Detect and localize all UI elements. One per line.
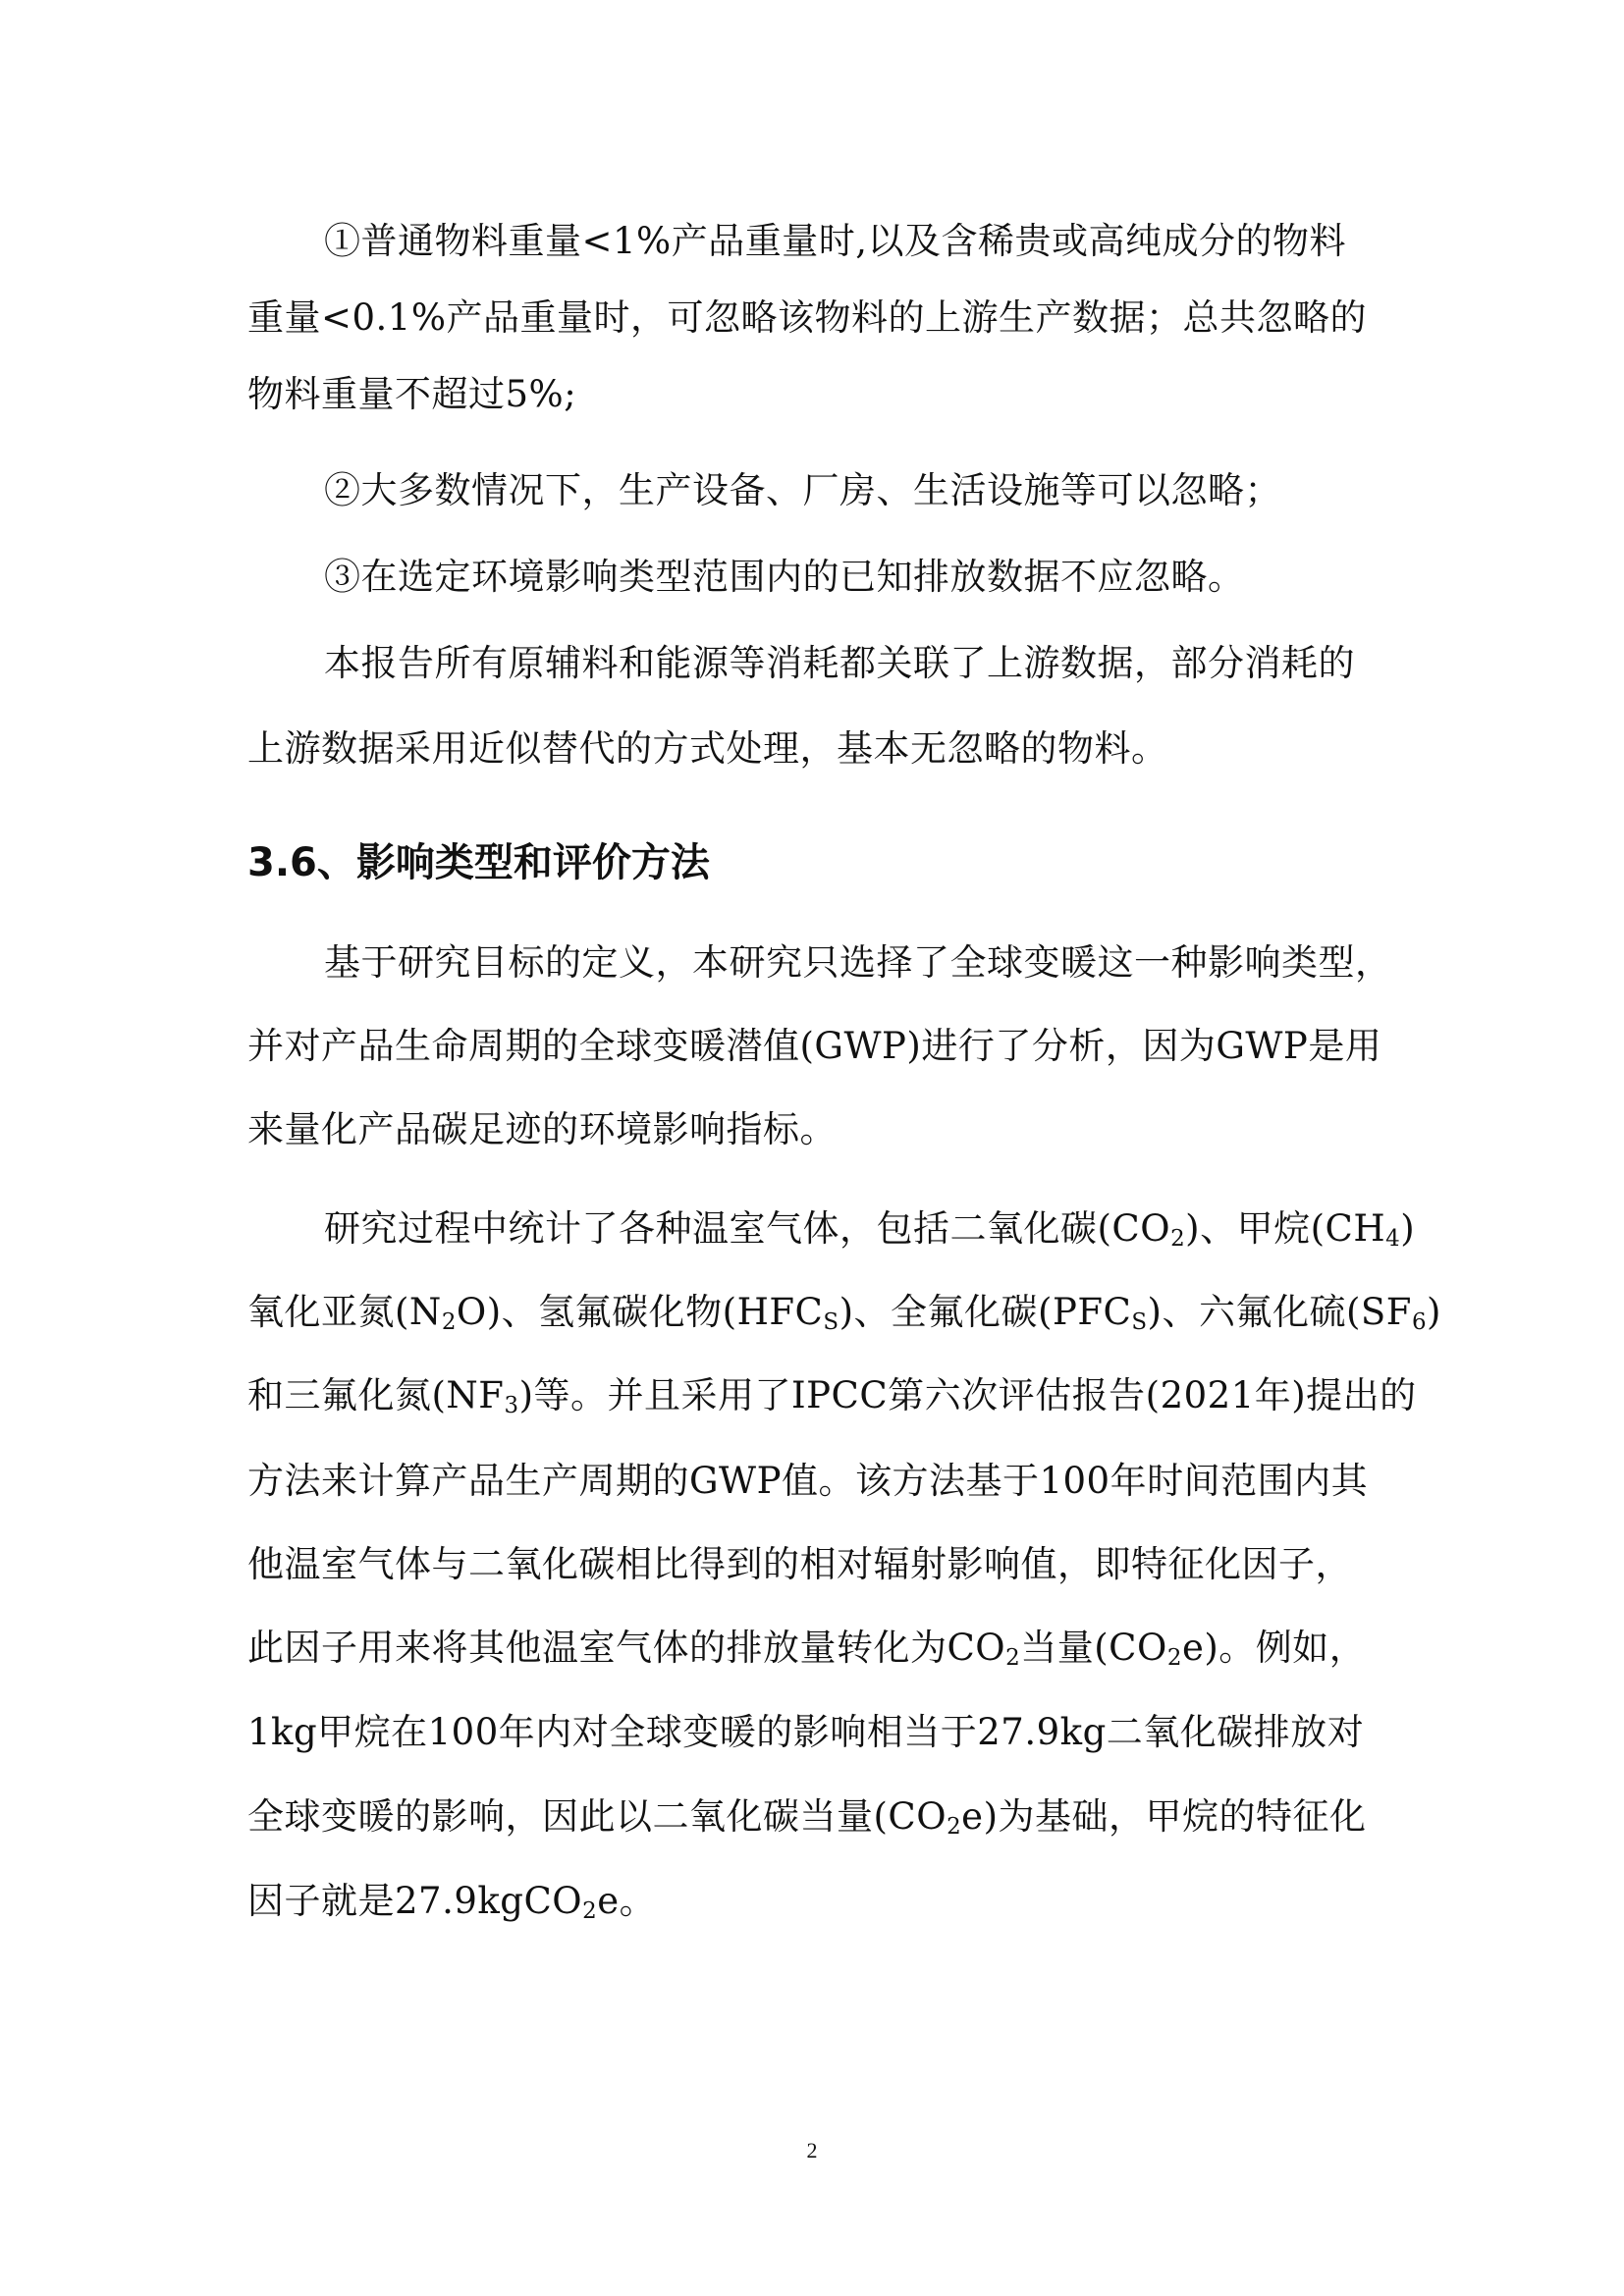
summary-line-1: 本报告所有原辅料和能源等消耗都关联了上游数据，部分消耗的: [324, 642, 1355, 684]
page-number: 2: [806, 2138, 818, 2163]
text-run: 研究过程中统计了各种温室气体，包括二氧化碳(CO: [324, 1207, 1171, 1250]
subscript: 3: [504, 1393, 519, 1419]
text-run: 此因子用来将其他温室气体的排放量转化为CO: [247, 1627, 1006, 1669]
summary-line-2: 上游数据采用近似替代的方式处理，基本无忽略的物料。: [247, 727, 1168, 770]
para2-line-8: [247, 1793, 1386, 1841]
para2-line-4: 方法来计算产品生产周期的GWP值。该方法基于100年时间范围内其: [247, 1460, 1369, 1502]
subscript: S: [823, 1309, 839, 1336]
criterion-1-line-3: 物料重量不超过5%;: [247, 373, 577, 415]
para1-line-1: 基于研究目标的定义，本研究只选择了全球变暖这一种影响类型，: [324, 941, 1392, 984]
text-run: )、六氟化硫(SF: [1147, 1291, 1412, 1333]
para2-line-1: [324, 1205, 1416, 1253]
text-run: e。: [597, 1880, 657, 1922]
subscript: 2: [1005, 1645, 1021, 1672]
text-run: 氧化亚氮(N: [247, 1291, 442, 1333]
subscript: 6: [1411, 1309, 1428, 1336]
subscript: 2: [582, 1898, 598, 1925]
text-run: ): [1427, 1291, 1441, 1333]
para2-line-9: [247, 1878, 1386, 1925]
text-run: O)、氢氟碳化物(HFC: [456, 1291, 824, 1333]
para2-line-5: 他温室气体与二氧化碳相比得到的相对辐射影响值，即特征化因子，: [247, 1543, 1352, 1585]
subscript: 2: [1166, 1645, 1182, 1672]
text-run: 当量(CO: [1020, 1627, 1167, 1669]
subscript: S: [1131, 1309, 1148, 1336]
text-run: )、甲烷(CH: [1185, 1207, 1386, 1250]
text-run: )、全氟化碳(PFC: [839, 1291, 1132, 1333]
para1-line-3: 来量化产品碳足迹的环境影响指标。: [247, 1108, 837, 1150]
para2-line-7: 1kg甲烷在100年内对全球变暖的影响相当于27.9kg二氧化碳排放对: [247, 1711, 1365, 1753]
criterion-3: ③在选定环境影响类型范围内的已知排放数据不应忽略。: [324, 556, 1245, 598]
subscript: 4: [1385, 1226, 1401, 1253]
subscript: 2: [1170, 1226, 1186, 1253]
para2-line-2: [247, 1289, 1441, 1336]
para1-line-2: 并对产品生命周期的全球变暖潜值(GWP)进行了分析，因为GWP是用: [247, 1025, 1382, 1067]
text-run: e)。例如，: [1181, 1627, 1367, 1669]
subscript: 2: [947, 1814, 962, 1841]
text-run: e)为基础，甲烷的特征化: [961, 1795, 1367, 1838]
criterion-2: ②大多数情况下，生产设备、厂房、生活设施等可以忽略；: [324, 469, 1281, 511]
para2-line-3: [247, 1372, 1417, 1419]
text-run: 因子就是27.9kgCO: [247, 1880, 583, 1922]
section-heading: 3.6、影响类型和评价方法: [247, 840, 710, 885]
text-run: 和三氟化氮(NF: [247, 1374, 505, 1416]
subscript: 2: [441, 1309, 457, 1336]
text-run: 全球变暖的影响，因此以二氧化碳当量(CO: [247, 1795, 947, 1838]
para2-line-6: [247, 1625, 1386, 1672]
criterion-1-line-2: 重量<0.1%产品重量时，可忽略该物料的上游生产数据；总共忽略的: [247, 296, 1367, 339]
text-run: ): [1400, 1207, 1416, 1250]
criterion-1-line-1: ①普通物料重量<1%产品重量时,以及含稀贵或高纯成分的物料: [324, 220, 1346, 262]
text-run: )等。并且采用了IPCC第六次评估报告(2021年)提出的: [518, 1374, 1417, 1416]
